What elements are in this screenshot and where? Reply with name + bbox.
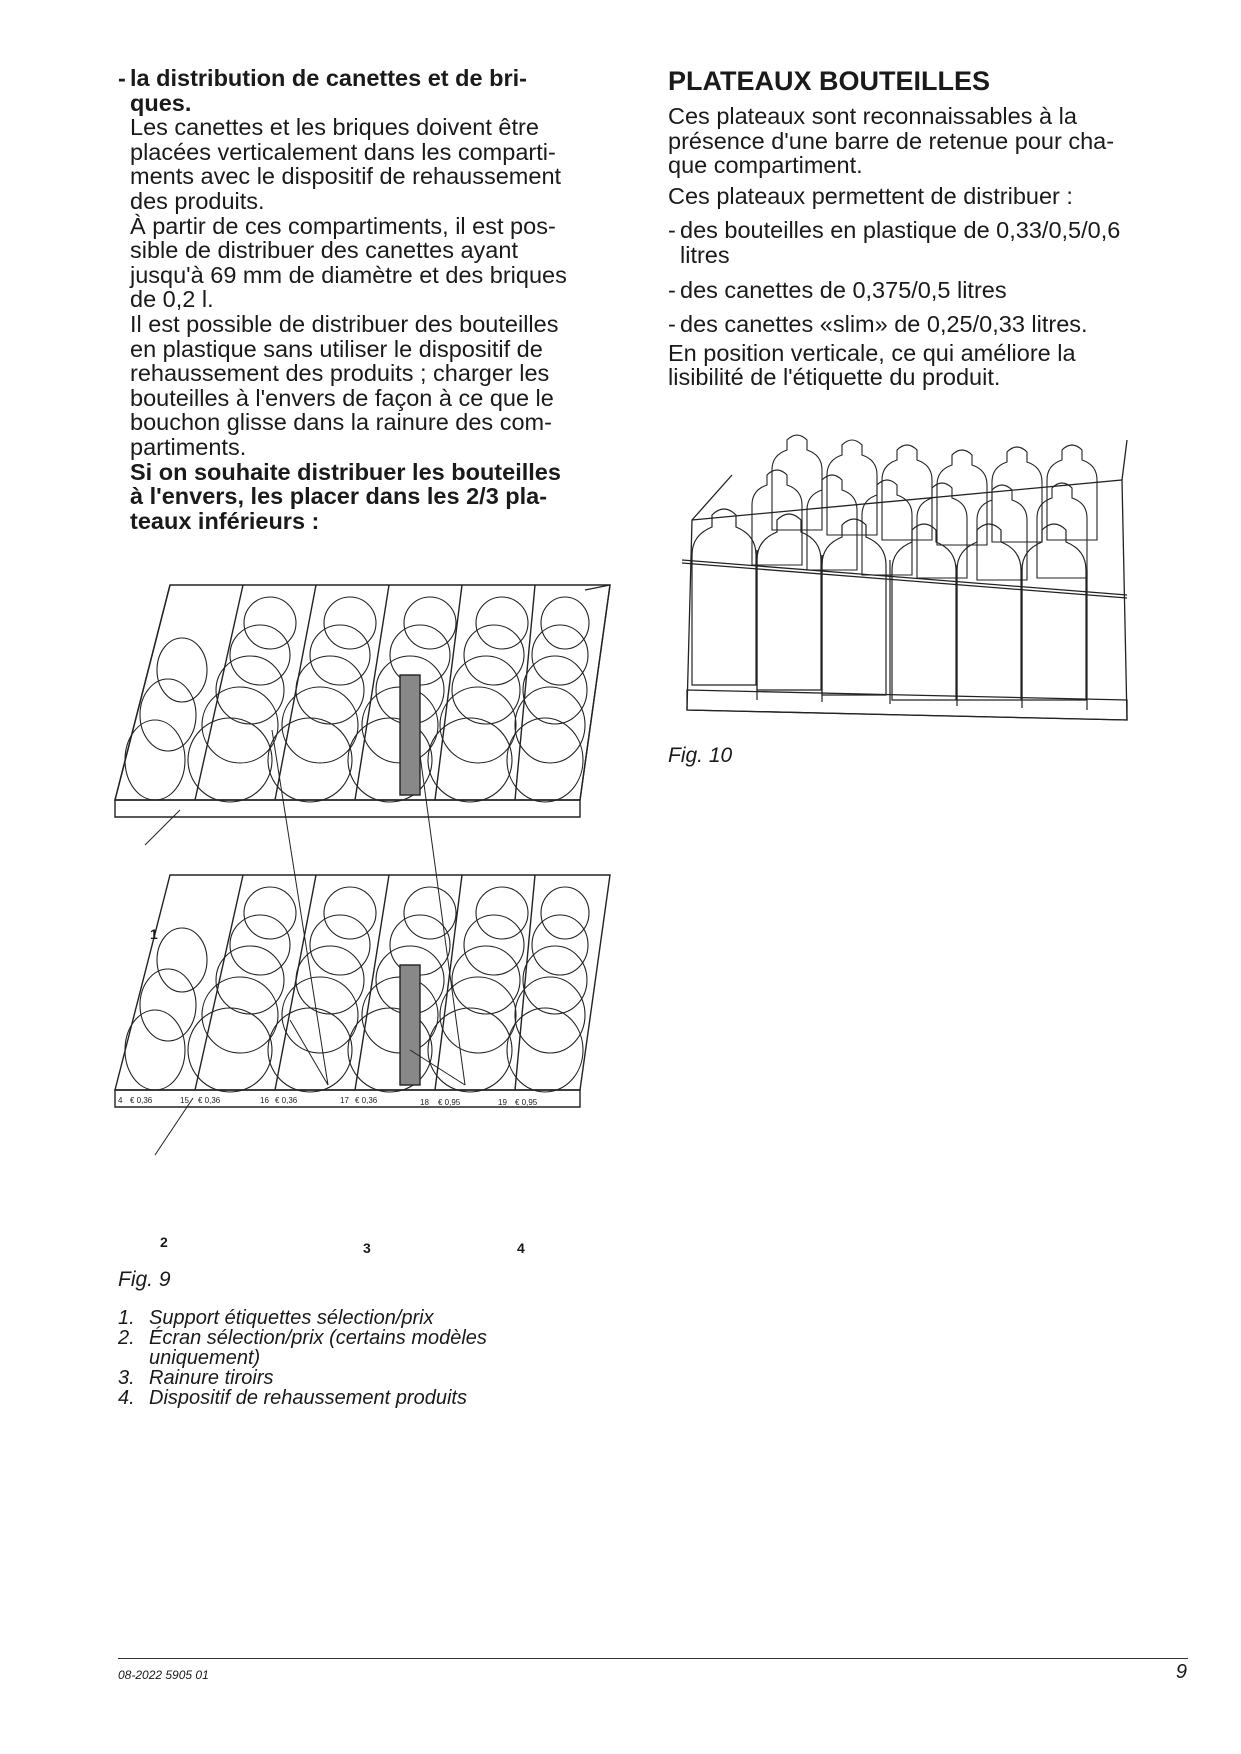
slot-number: 16 <box>260 1096 269 1105</box>
text-line: sible de distribuer des canettes ayant <box>130 237 518 264</box>
bullet-text-cont: litres <box>680 241 730 268</box>
section-heading: PLATEAUX BOUTEILLES <box>668 66 991 96</box>
upper-tray <box>115 585 610 817</box>
footer-doc-ref: 08-2022 5905 01 <box>118 1668 209 1682</box>
text-line: À partir de ces compartiments, il est pos- <box>130 212 556 239</box>
slot-number: 19 <box>498 1098 507 1107</box>
bullet-heading-line-1: la distribution de canettes et de bri- <box>130 65 527 91</box>
slot-number: 15 <box>180 1096 189 1105</box>
text-line: bouteilles à l'envers de façon à ce que le <box>130 384 554 411</box>
paragraph-3 <box>118 312 638 460</box>
price-label: € 0,36 <box>130 1096 153 1105</box>
text-line: en plastique sans utiliser le dispositif de <box>130 335 543 362</box>
text-line: teaux inférieurs : <box>130 507 320 534</box>
text-line: En position verticale, ce qui améliore la <box>668 339 1076 366</box>
text-line: des produits. <box>130 187 265 214</box>
text-line: Les canettes et les briques doivent être <box>130 114 539 141</box>
callout-4: 4 <box>517 1240 525 1256</box>
text-line: rehaussement des produits ; charger les <box>130 360 550 387</box>
dash-mark: - <box>668 276 676 303</box>
left-column <box>118 66 638 533</box>
text-line: ments avec le dispositif de rehaussement <box>130 163 562 190</box>
bullet-item <box>668 278 1188 303</box>
bullet-text: des canettes de 0,375/0,5 litres <box>680 276 1007 303</box>
fig9-drawing <box>110 555 630 1255</box>
bullet-item <box>668 312 1188 337</box>
text-line: présence d'une barre de retenue pour cha- <box>668 127 1115 154</box>
bullet-item <box>668 218 1188 267</box>
bullet-heading-line-2: ques. <box>130 89 192 116</box>
bullet-text: des bouteilles en plastique de 0,33/0,5/0,6 <box>680 217 1121 244</box>
fig10-caption: Fig. 10 <box>668 744 733 767</box>
bullet-heading <box>118 66 638 91</box>
text-line: Ces plateaux sont reconnaissables à la <box>668 103 1077 129</box>
lower-tray <box>115 875 610 1107</box>
callout-1: 1 <box>150 926 158 942</box>
text-line: Si on souhaite distribuer les bouteilles <box>130 458 561 485</box>
text-line: Il est possible de distribuer des bouteilles <box>130 310 559 337</box>
callout-2: 2 <box>160 1234 168 1250</box>
slot-number: 18 <box>420 1098 429 1107</box>
legend-item: 1. Support étiquettes sélection/prix <box>118 1307 434 1329</box>
bold-note <box>118 460 638 534</box>
paragraph-1 <box>118 115 638 213</box>
fig9-legend <box>118 1308 598 1408</box>
dash-mark: - <box>118 65 126 91</box>
lead-line: Ces plateaux permettent de distribuer : <box>668 182 1073 209</box>
price-label: € 0,36 <box>198 1096 221 1105</box>
legend-item: 3. Rainure tiroirs <box>118 1367 274 1389</box>
dash-mark: - <box>668 311 676 338</box>
slot-number: 4 <box>118 1096 123 1105</box>
right-column <box>668 66 1188 390</box>
legend-item-cont: uniquement) <box>149 1347 261 1369</box>
legend-item: 4. Dispositif de rehaussement produits <box>118 1387 467 1409</box>
legend-item: 2. Écran sélection/prix (certains modèles <box>118 1327 487 1349</box>
text-line: lisibilité de l'étiquette du produit. <box>668 364 1001 391</box>
fig9-caption: Fig. 9 <box>118 1268 171 1291</box>
text-line: placées verticalement dans les comparti- <box>130 138 556 165</box>
footer-divider <box>118 1658 1188 1659</box>
page-number: 9 <box>1175 1661 1187 1683</box>
bullet-text: des canettes «slim» de 0,25/0,33 litres. <box>680 311 1088 338</box>
price-label: € 0,36 <box>275 1096 298 1105</box>
price-label: € 0,95 <box>438 1098 461 1107</box>
text-line: à l'envers, les placer dans les 2/3 pla- <box>130 483 548 510</box>
price-label: € 0,95 <box>515 1098 538 1107</box>
price-label: € 0,36 <box>355 1096 378 1105</box>
text-line: partiments. <box>130 433 247 460</box>
paragraph-2 <box>118 214 638 312</box>
fig10-drawing <box>672 420 1142 750</box>
text-line: de 0,2 l. <box>130 286 214 313</box>
dash-mark: - <box>668 217 676 244</box>
callout-3: 3 <box>363 1240 371 1256</box>
text-line: jusqu'à 69 mm de diamètre et des briques <box>130 261 567 288</box>
text-line: que compartiment. <box>668 152 863 179</box>
text-line: bouchon glisse dans la rainure des com- <box>130 409 552 436</box>
slot-number: 17 <box>340 1096 349 1105</box>
